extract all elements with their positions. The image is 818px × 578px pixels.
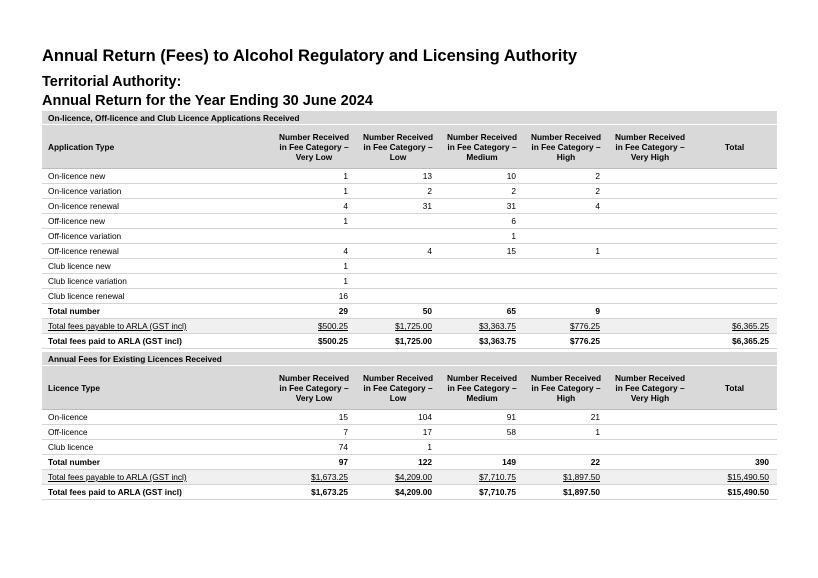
table-cell	[608, 410, 692, 425]
table-cell: 16	[272, 289, 356, 304]
table-cell	[692, 304, 777, 319]
row-label: Off-licence renewal	[42, 244, 272, 259]
row-label: Club licence new	[42, 259, 272, 274]
table-cell	[608, 184, 692, 199]
table-cell	[608, 470, 692, 485]
table-cell: 65	[440, 304, 524, 319]
table-cell: $500.25	[272, 319, 356, 334]
row-label: On-licence new	[42, 169, 272, 184]
table-cell	[692, 289, 777, 304]
table-cell	[524, 274, 608, 289]
column-header: Number Received in Fee Category – Medium	[440, 366, 524, 410]
table-cell	[608, 229, 692, 244]
column-header-row	[42, 125, 777, 169]
table-cell: 97	[272, 455, 356, 470]
table-cell	[524, 440, 608, 455]
table-cell	[692, 440, 777, 455]
table-cell: 4	[272, 199, 356, 214]
table-cell: $15,490.50	[692, 485, 777, 500]
table-cell: $1,673.25	[272, 470, 356, 485]
table-row	[42, 259, 777, 274]
row-label: On-licence variation	[42, 184, 272, 199]
table-cell: $1,725.00	[356, 319, 440, 334]
section-title: On-licence, Off-licence and Club Licence Applications Received	[42, 111, 777, 125]
table-cell: 149	[440, 455, 524, 470]
table-cell: 2	[356, 184, 440, 199]
table-cell: 1	[440, 229, 524, 244]
table-row	[42, 184, 777, 199]
table-cell	[608, 440, 692, 455]
table-cell: $3,363.75	[440, 334, 524, 349]
column-header: Total	[692, 366, 777, 410]
table-cell	[524, 229, 608, 244]
table-cell: $1,725.00	[356, 334, 440, 349]
table-cell	[356, 214, 440, 229]
fees-paid-row	[42, 485, 777, 500]
column-header: Total	[692, 125, 777, 169]
table-cell: $1,673.25	[272, 485, 356, 500]
table-cell	[692, 259, 777, 274]
row-label: On-licence	[42, 410, 272, 425]
column-header: Number Received in Fee Category – High	[524, 125, 608, 169]
territorial-authority-heading: Territorial Authority:	[42, 74, 182, 90]
table-cell	[440, 259, 524, 274]
table-cell: 4	[272, 244, 356, 259]
table-cell: 15	[440, 244, 524, 259]
table-cell: 10	[440, 169, 524, 184]
column-header: Number Received in Fee Category – High	[524, 366, 608, 410]
table-cell	[608, 319, 692, 334]
column-header: Application Type	[42, 125, 272, 169]
table-cell	[608, 244, 692, 259]
table-cell	[440, 289, 524, 304]
table-cell: 58	[440, 425, 524, 440]
column-header: Licence Type	[42, 366, 272, 410]
total-number-row	[42, 304, 777, 319]
table-cell	[608, 199, 692, 214]
table-cell	[692, 199, 777, 214]
column-header: Number Received in Fee Category – Medium	[440, 125, 524, 169]
table-cell: $15,490.50	[692, 470, 777, 485]
table-cell	[608, 455, 692, 470]
table-cell: 390	[692, 455, 777, 470]
fees-payable-row	[42, 319, 777, 334]
table-cell: 1	[272, 214, 356, 229]
table-cell: 1	[524, 244, 608, 259]
table-cell	[608, 289, 692, 304]
table-cell	[608, 304, 692, 319]
table-row	[42, 244, 777, 259]
row-label: Total fees paid to ARLA (GST incl)	[42, 485, 272, 500]
table-cell: 4	[524, 199, 608, 214]
row-label: Off-licence variation	[42, 229, 272, 244]
table-cell	[524, 289, 608, 304]
row-label: Off-licence	[42, 425, 272, 440]
table-cell	[440, 440, 524, 455]
table-cell: 1	[356, 440, 440, 455]
table-cell: 21	[524, 410, 608, 425]
table-row	[42, 274, 777, 289]
row-label: Club licence	[42, 440, 272, 455]
table-cell: 31	[440, 199, 524, 214]
table-cell: 31	[356, 199, 440, 214]
table-cell: 13	[356, 169, 440, 184]
fees-payable-row	[42, 470, 777, 485]
table-row	[42, 410, 777, 425]
table-cell: 74	[272, 440, 356, 455]
table-cell	[692, 425, 777, 440]
table-cell: $776.25	[524, 319, 608, 334]
table-cell	[692, 410, 777, 425]
table-cell	[356, 289, 440, 304]
existing-licences-table	[42, 352, 777, 500]
column-header: Number Received in Fee Category – Very Low	[272, 366, 356, 410]
row-label: Off-licence new	[42, 214, 272, 229]
column-header: Number Received in Fee Category – Very High	[608, 366, 692, 410]
table-cell: $6,365.25	[692, 319, 777, 334]
column-header: Number Received in Fee Category – Very Low	[272, 125, 356, 169]
table-cell	[608, 425, 692, 440]
table-cell	[440, 274, 524, 289]
table-cell: 1	[524, 425, 608, 440]
table-cell: $500.25	[272, 334, 356, 349]
table-cell: $776.25	[524, 334, 608, 349]
table-cell: 22	[524, 455, 608, 470]
table-cell	[692, 229, 777, 244]
section-header-row	[42, 111, 777, 125]
table-cell: 6	[440, 214, 524, 229]
table-cell	[608, 485, 692, 500]
table-cell: 1	[272, 169, 356, 184]
table-cell: 50	[356, 304, 440, 319]
table-cell	[692, 184, 777, 199]
table-cell	[608, 169, 692, 184]
table-row	[42, 199, 777, 214]
table-row	[42, 425, 777, 440]
table-cell: 104	[356, 410, 440, 425]
table-cell	[608, 214, 692, 229]
row-label: Total fees payable to ARLA (GST incl)	[42, 319, 272, 334]
table-cell	[692, 214, 777, 229]
table-cell: 15	[272, 410, 356, 425]
table-cell	[272, 229, 356, 244]
column-header: Number Received in Fee Category – Low	[356, 366, 440, 410]
table-cell: 122	[356, 455, 440, 470]
table-cell	[692, 274, 777, 289]
table-cell	[608, 259, 692, 274]
section-header-row	[42, 352, 777, 366]
column-header: Number Received in Fee Category – Low	[356, 125, 440, 169]
table-cell	[356, 274, 440, 289]
table-cell: 2	[524, 184, 608, 199]
row-label: Total fees paid to ARLA (GST incl)	[42, 334, 272, 349]
table-cell: $3,363.75	[440, 319, 524, 334]
table-cell: 7	[272, 425, 356, 440]
table-cell: $7,710.75	[440, 470, 524, 485]
annual-return-heading: Annual Return for the Year Ending 30 June 2024	[42, 93, 373, 109]
table-cell: $7,710.75	[440, 485, 524, 500]
table-cell: 17	[356, 425, 440, 440]
table-cell: 91	[440, 410, 524, 425]
row-label: On-licence renewal	[42, 199, 272, 214]
column-header: Number Received in Fee Category – Very High	[608, 125, 692, 169]
table-cell: 29	[272, 304, 356, 319]
row-label: Club licence renewal	[42, 289, 272, 304]
table-cell	[524, 214, 608, 229]
table-cell: 9	[524, 304, 608, 319]
table-cell	[356, 229, 440, 244]
table-cell	[524, 259, 608, 274]
table-cell	[692, 169, 777, 184]
document-title: Annual Return (Fees) to Alcohol Regulatory and Licensing Authority	[42, 47, 578, 65]
table-row	[42, 214, 777, 229]
table-cell	[692, 244, 777, 259]
table-cell: 4	[356, 244, 440, 259]
table-row	[42, 440, 777, 455]
table-cell: $1,897.50	[524, 470, 608, 485]
row-label: Total number	[42, 304, 272, 319]
applications-table	[42, 111, 777, 349]
table-cell: 1	[272, 184, 356, 199]
table-cell: $6,365.25	[692, 334, 777, 349]
table-cell: $4,209.00	[356, 485, 440, 500]
table-cell	[608, 334, 692, 349]
table-cell: 1	[272, 274, 356, 289]
table-cell: $1,897.50	[524, 485, 608, 500]
row-label: Total number	[42, 455, 272, 470]
table-row	[42, 289, 777, 304]
table-cell	[356, 259, 440, 274]
column-header-row	[42, 366, 777, 410]
table-cell: 1	[272, 259, 356, 274]
table-cell: 2	[524, 169, 608, 184]
table-cell: 2	[440, 184, 524, 199]
table-cell	[608, 274, 692, 289]
table-row	[42, 229, 777, 244]
total-number-row	[42, 455, 777, 470]
row-label: Total fees payable to ARLA (GST incl)	[42, 470, 272, 485]
row-label: Club licence variation	[42, 274, 272, 289]
fees-paid-row	[42, 334, 777, 349]
table-cell: $4,209.00	[356, 470, 440, 485]
section-title: Annual Fees for Existing Licences Received	[42, 352, 777, 366]
table-row	[42, 169, 777, 184]
